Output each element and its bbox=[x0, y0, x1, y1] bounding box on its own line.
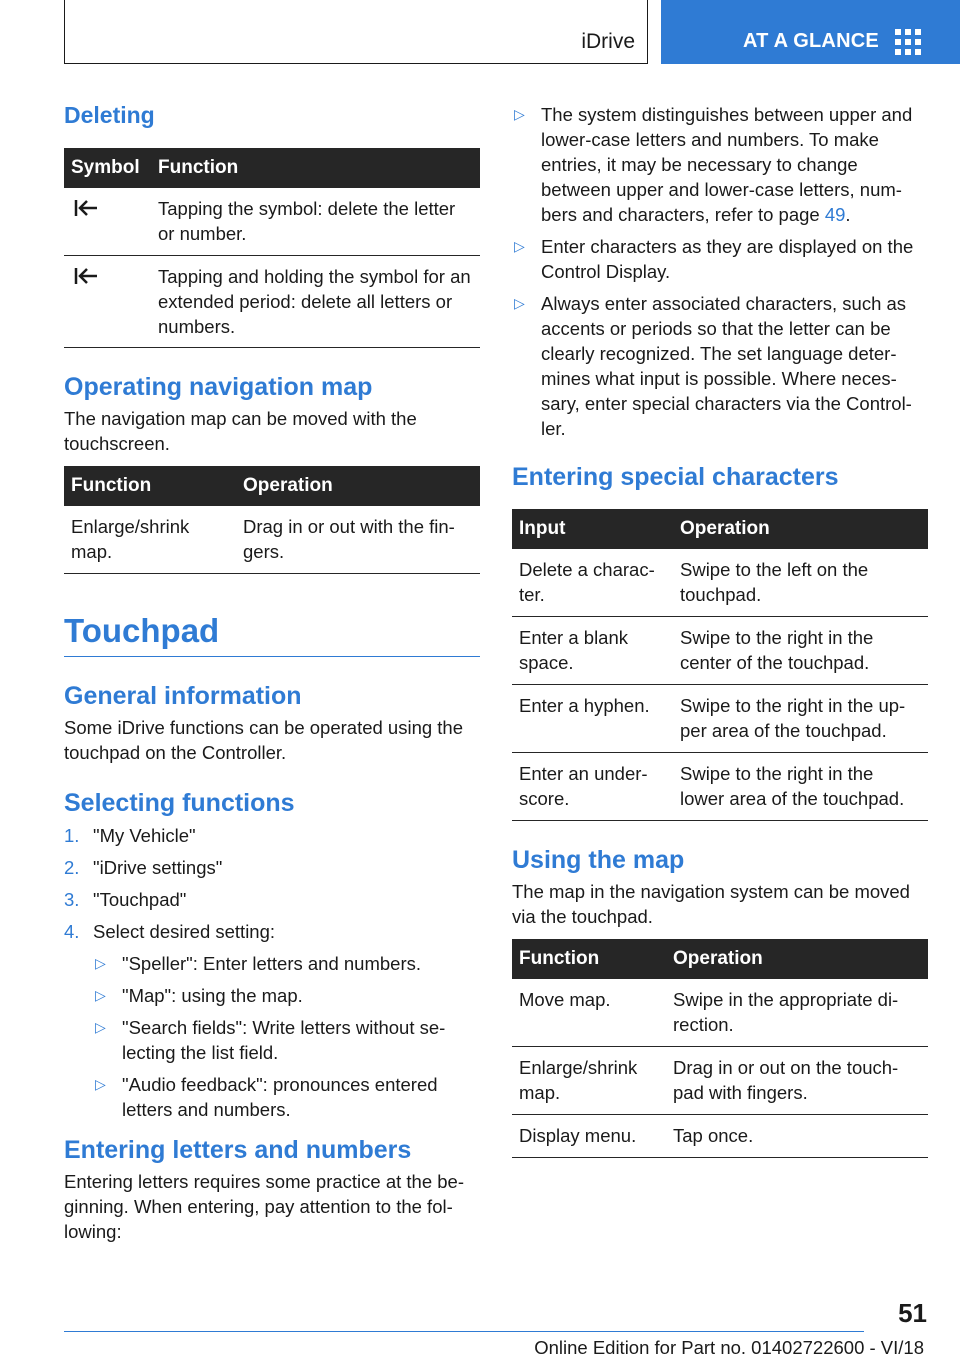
page-number: 51 bbox=[898, 1298, 927, 1328]
operation-cell: Swipe to the left on the touchpad. bbox=[673, 549, 928, 617]
table-row bbox=[512, 979, 928, 1047]
input-cell: Enter a blank space. bbox=[512, 617, 673, 685]
triangle-bullet-icon: ▷ bbox=[95, 955, 106, 971]
list-item bbox=[93, 1015, 480, 1065]
list-item bbox=[93, 951, 480, 976]
header-chapter-tab[interactable] bbox=[661, 0, 960, 64]
step-number: 3. bbox=[64, 889, 80, 910]
column-header: Symbol bbox=[64, 148, 151, 188]
nav-map-heading: Operating navigation map bbox=[64, 373, 373, 401]
table-header-row bbox=[64, 466, 480, 506]
operation-cell: Swipe to the right in the lower area of the touchpad. bbox=[673, 753, 928, 821]
table-row bbox=[512, 753, 928, 821]
table-row bbox=[512, 549, 928, 617]
step-text: "My Vehicle" bbox=[93, 825, 196, 846]
table-row bbox=[64, 256, 480, 348]
title-rule bbox=[64, 656, 480, 657]
setting-text: "Search fields": Write letters without se-lecting the list field. bbox=[122, 1017, 446, 1063]
input-cell: Enter a hyphen. bbox=[512, 685, 673, 753]
table-row bbox=[512, 617, 928, 685]
page-link[interactable]: 49 bbox=[824, 204, 846, 225]
table-row bbox=[512, 685, 928, 753]
rule-text-end: . bbox=[845, 204, 851, 225]
operation-cell: Swipe to the right in the center of the touchpad. bbox=[673, 617, 928, 685]
list-item bbox=[512, 291, 928, 441]
nav-map-table bbox=[64, 466, 480, 574]
triangle-bullet-icon: ▷ bbox=[95, 1019, 106, 1035]
operation-cell: Tap once. bbox=[666, 1115, 928, 1158]
step-number: 2. bbox=[64, 857, 80, 878]
table-header-row bbox=[512, 939, 928, 979]
table-row bbox=[64, 188, 480, 256]
step-number: 1. bbox=[64, 825, 80, 846]
list-item bbox=[93, 1072, 480, 1122]
function-cell: Tapping the symbol: delete the letter or number. bbox=[151, 188, 480, 256]
input-cell: Delete a charac-ter. bbox=[512, 549, 673, 617]
triangle-bullet-icon: ▷ bbox=[514, 295, 525, 311]
using-map-intro: The map in the navigation system can be moved via the touchpad. bbox=[512, 881, 910, 927]
column-header: Operation bbox=[666, 939, 928, 979]
entry-rules-list bbox=[512, 102, 928, 441]
triangle-bullet-icon: ▷ bbox=[514, 106, 525, 122]
special-chars-heading: Entering special characters bbox=[512, 463, 839, 491]
table-header-row bbox=[512, 509, 928, 549]
header-left-box bbox=[64, 0, 648, 64]
setting-text: "Speller": Enter letters and numbers. bbox=[122, 953, 421, 974]
using-map-table bbox=[512, 939, 928, 1158]
step-text: "iDrive settings" bbox=[93, 857, 223, 878]
list-item bbox=[64, 887, 480, 912]
entering-text: Entering letters requires some practice at the be-ginning. When entering, pay attention to the fol-lowing: bbox=[64, 1171, 464, 1242]
deleting-table bbox=[64, 148, 480, 348]
step-text: Select desired setting: bbox=[93, 921, 276, 942]
symbol-cell bbox=[64, 256, 151, 348]
entering-heading: Entering letters and numbers bbox=[64, 1136, 412, 1164]
list-item bbox=[64, 919, 480, 1122]
list-item bbox=[93, 983, 480, 1008]
operation-cell: Swipe to the right in the up-per area of the touchpad. bbox=[673, 685, 928, 753]
step-text: "Touchpad" bbox=[93, 889, 187, 910]
list-item bbox=[64, 855, 480, 880]
triangle-bullet-icon: ▷ bbox=[514, 238, 525, 254]
triangle-bullet-icon: ▷ bbox=[95, 1076, 106, 1092]
setting-text: "Audio feedback": pronounces entered letters and numbers. bbox=[122, 1074, 438, 1120]
footer-edition: Online Edition for Part no. 01402722600 - VI/18 bbox=[534, 1337, 924, 1358]
steps-list bbox=[64, 823, 480, 1122]
delete-arrow-icon bbox=[71, 264, 99, 288]
table-header-row bbox=[64, 148, 480, 188]
list-item bbox=[64, 823, 480, 848]
rule-text: The system distinguishes between upper and lower-case letters and numbers. To make entries, it may be necessary to change between upper and lower-case letters, num-bers and characters, refer to page bbox=[541, 104, 913, 225]
column-header: Input bbox=[512, 509, 673, 549]
symbol-cell bbox=[64, 188, 151, 256]
input-cell: Enter an under-score. bbox=[512, 753, 673, 821]
function-cell: Enlarge/shrink map. bbox=[64, 506, 236, 574]
column-header: Operation bbox=[236, 466, 480, 506]
list-item bbox=[512, 102, 928, 227]
list-item bbox=[512, 234, 928, 284]
grid-menu-icon[interactable] bbox=[895, 29, 921, 55]
using-map-heading: Using the map bbox=[512, 846, 685, 874]
rule-text: Enter characters as they are displayed on the Control Display. bbox=[541, 236, 914, 282]
right-column bbox=[512, 102, 928, 1158]
function-cell: Display menu. bbox=[512, 1115, 666, 1158]
touchpad-title: Touchpad bbox=[64, 612, 220, 649]
column-header: Function bbox=[64, 466, 236, 506]
footer-rule bbox=[64, 1331, 864, 1332]
table-row bbox=[64, 506, 480, 574]
table-row bbox=[512, 1047, 928, 1115]
settings-list bbox=[93, 951, 480, 1122]
header-section-label: iDrive bbox=[581, 30, 635, 53]
deleting-heading: Deleting bbox=[64, 102, 155, 128]
operation-cell: Swipe in the appropriate di-rection. bbox=[666, 979, 928, 1047]
function-cell: Move map. bbox=[512, 979, 666, 1047]
nav-map-intro: The navigation map can be moved with the touchscreen. bbox=[64, 408, 417, 454]
general-info-text: Some iDrive functions can be operated using the touchpad on the Controller. bbox=[64, 717, 464, 763]
delete-arrow-icon bbox=[71, 196, 99, 220]
triangle-bullet-icon: ▷ bbox=[95, 987, 106, 1003]
function-cell: Tapping and holding the symbol for an extended period: delete all letters or numbers. bbox=[151, 256, 480, 348]
general-info-heading: General information bbox=[64, 682, 302, 710]
header-chapter-label: AT A GLANCE bbox=[743, 30, 879, 52]
left-column bbox=[64, 102, 480, 1244]
setting-text: "Map": using the map. bbox=[122, 985, 303, 1006]
operation-cell: Drag in or out on the touch-pad with fingers. bbox=[666, 1047, 928, 1115]
column-header: Function bbox=[512, 939, 666, 979]
step-number: 4. bbox=[64, 921, 80, 942]
table-row bbox=[512, 1115, 928, 1158]
column-header: Operation bbox=[673, 509, 928, 549]
rule-text: Always enter associated characters, such as accents or periods so that the letter can be clearly recognized. The set language deter-mines what input is possible. Where neces-sary, enter special characters via the Control-ler. bbox=[541, 293, 912, 439]
special-chars-table bbox=[512, 509, 928, 821]
selecting-functions-heading: Selecting functions bbox=[64, 789, 295, 817]
function-cell: Enlarge/shrink map. bbox=[512, 1047, 666, 1115]
operation-cell: Drag in or out with the fin-gers. bbox=[236, 506, 480, 574]
column-header: Function bbox=[151, 148, 480, 188]
